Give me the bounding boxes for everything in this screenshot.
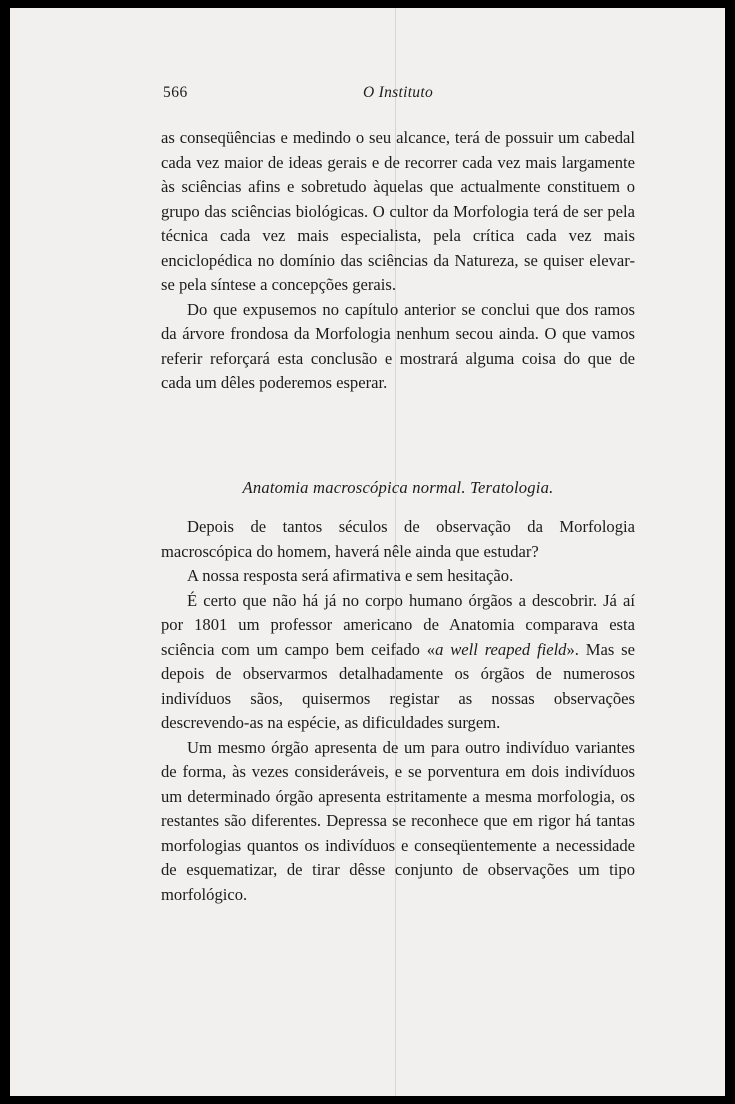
paragraph (161, 589, 635, 736)
body-text-before-heading (161, 126, 635, 396)
paragraph-text: É certo que não há já no corpo humano órgãos a descobrir. Já aí por 1801 um professor americano de Anatomia comparava esta sciência com um campo bem ceifado « (161, 590, 635, 659)
section-heading: Anatomia macroscópica normal. Teratologia. (242, 478, 554, 497)
paragraph: Depois de tantos séculos de observação da Morfologia macroscópica do homem, haverá nêle ainda que estudar? (161, 517, 635, 561)
page-number: 566 (163, 84, 188, 101)
running-title: O Instituto (362, 84, 434, 101)
paragraph: A nossa resposta será afirmativa e sem hesitação. (187, 566, 514, 585)
scanned-page (10, 8, 725, 1096)
page-header (161, 81, 635, 103)
english-quote: a well reaped field (435, 639, 567, 659)
body-text-after-heading (161, 515, 635, 907)
paragraph: Um mesmo órgão apresenta de um para outro indivíduo variantes de forma, às vezes consideráveis, e se porventura em dois indivíduos um determinado órgão apresenta estritamente a mesma morfologia, os restantes são diferentes. Depressa se reconhece que em rigor há tantas morfologias quantos os indivíduos e conseqüentemente a necessidade de esquematizar, de tirar dêsse conjunto de observações um tipo morfológico. (161, 737, 635, 904)
paragraph: as conseqüências e medindo o seu alcance, terá de possuir um cabedal cada vez maior de ideas gerais e de recorrer cada vez mais largamente às sciências afins e sobretudo àquelas que actualmente constituem o grupo das sciências biológicas. O cultor da Morfologia terá de ser pela técnica cada vez mais especialista, pela crítica cada vez mais enciclopédica no domínio das sciências da Natureza, se quiser elevar-se pela síntese a concepções gerais. (161, 128, 635, 294)
paragraph: Do que expusemos no capítulo anterior se conclui que dos ramos da árvore frondosa da Morfologia nenhum secou ainda. O que vamos referir reforçará esta conclusão e mostrará alguma coisa do que de cada um dêles poderemos esperar. (161, 299, 635, 392)
paragraph-text: ». Mas se depois de observarmos detalhadamente os órgãos de numerosos indivíduos sãos, quisermos registar as nossas observações descrevendo-as na espécie, as dificuldades surgem. (161, 639, 635, 732)
